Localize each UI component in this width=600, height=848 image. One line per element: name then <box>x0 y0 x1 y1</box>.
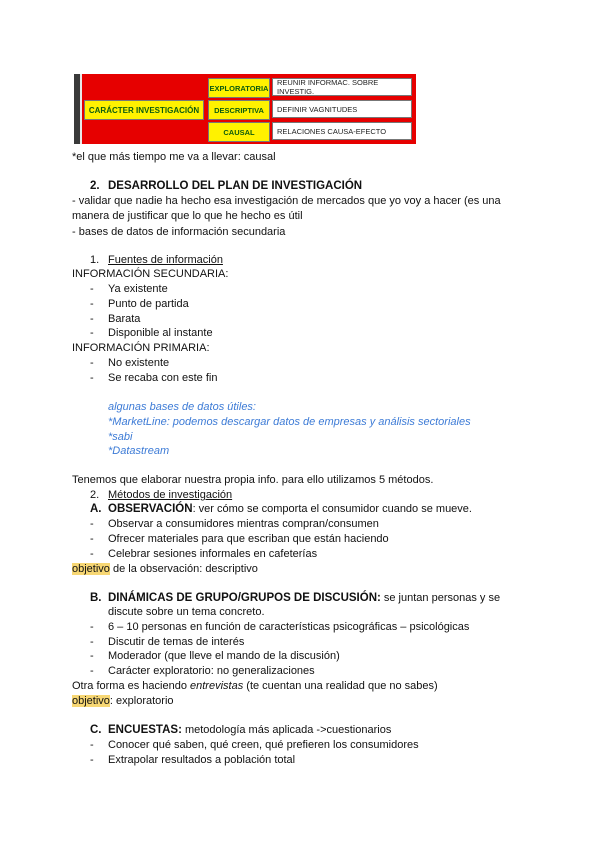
interviews-line <box>72 680 438 692</box>
diagram-tag-exploratoria: EXPLORATORIA <box>208 78 270 98</box>
method-letter: C. <box>90 724 102 736</box>
objective-text: : exploratorio <box>109 695 174 707</box>
subsection-title: Fuentes de información <box>108 254 223 266</box>
list-item: Discutir de temas de interés <box>108 636 245 648</box>
list-item: Ofrecer materiales para que escriban que están haciendo <box>108 533 389 545</box>
list-item: Observar a consumidores mientras compran/consumen <box>108 518 379 530</box>
list-dash: - <box>90 518 94 530</box>
methods-intro: Tenemos que elaborar nuestra propia info. para ello utilizamos 5 métodos. <box>72 474 434 486</box>
list-item: Moderador (que lleve el mando de la discusión) <box>108 650 340 662</box>
list-dash: - <box>90 665 94 677</box>
interviews-text: Otra forma es haciendo <box>72 680 191 692</box>
databases-note: *Datastream <box>108 445 170 457</box>
objective-highlight: objetivo <box>72 695 110 707</box>
list-dash: - <box>90 754 94 766</box>
interviews-term: entrevistas <box>190 680 244 692</box>
method-heading <box>108 724 391 736</box>
method-description: : ver cómo se comporta el consumidor cuando se mueve. <box>192 503 472 515</box>
method-description: se juntan personas y se <box>380 592 501 604</box>
diagram-desc-causal: RELACIONES CAUSA-EFECTO <box>272 122 412 140</box>
method-heading <box>108 592 500 604</box>
method-letter: B. <box>90 592 102 604</box>
diagram-side-bar <box>74 74 80 144</box>
list-dash: - <box>90 621 94 633</box>
list-item: Celebrar sesiones informales en cafeterías <box>108 548 318 560</box>
list-dash: - <box>90 739 94 751</box>
character-diagram <box>74 74 416 144</box>
list-item: No existente <box>108 357 170 369</box>
diagram-desc-descriptiva: DEFINIR VAGNITUDES <box>272 100 412 118</box>
objective-text: de la observación: descriptivo <box>109 563 258 575</box>
list-dash: - <box>90 372 94 384</box>
note-causal: *el que más tiempo me va a llevar: causal <box>72 151 276 163</box>
objective-line <box>72 695 174 707</box>
method-heading <box>108 503 472 515</box>
section-text-line: manera de justificar que lo que he hecho es útil <box>72 210 303 222</box>
primary-info-label: INFORMACIÓN PRIMARIA: <box>72 342 210 354</box>
list-item: Disponible al instante <box>108 327 213 339</box>
list-item: Carácter exploratorio: no generalizaciones <box>108 665 315 677</box>
list-dash: - <box>90 283 94 295</box>
list-dash: - <box>90 650 94 662</box>
secondary-info-label: INFORMACIÓN SECUNDARIA: <box>72 268 229 280</box>
list-dash: - <box>90 533 94 545</box>
objective-line <box>72 563 258 575</box>
databases-note: *sabi <box>108 431 133 443</box>
subsection-number: 1. <box>90 254 100 266</box>
list-dash: - <box>90 313 94 325</box>
list-item: Punto de partida <box>108 298 189 310</box>
subsection-number: 2. <box>90 489 100 501</box>
databases-note: algunas bases de datos útiles: <box>108 401 256 413</box>
diagram-tag-descriptiva: DESCRIPTIVA <box>208 100 270 120</box>
method-description-cont: discute sobre un tema concreto. <box>108 606 265 618</box>
list-item: Se recaba con este fin <box>108 372 218 384</box>
databases-note: *MarketLine: podemos descargar datos de empresas y análisis sectoriales <box>108 416 471 428</box>
diagram-tag-causal: CAUSAL <box>208 122 270 142</box>
interviews-text: (te cuentan una realidad que no sabes) <box>243 680 438 692</box>
list-item: Barata <box>108 313 141 325</box>
section-text-line: - validar que nadie ha hecho esa investigación de mercados que yo voy a hacer (es una <box>72 195 501 207</box>
diagram-desc-exploratoria: REUNIR INFORMAC. SOBRE INVESTIG. <box>272 78 412 96</box>
list-item: 6 – 10 personas en función de características psicográficas – psicológicas <box>108 621 470 633</box>
method-title: OBSERVACIÓN <box>108 503 193 515</box>
section-text-line: - bases de datos de información secundaria <box>72 226 286 238</box>
diagram-main-label: CARÁCTER INVESTIGACIÓN <box>84 100 204 120</box>
list-dash: - <box>90 548 94 560</box>
method-letter: A. <box>90 503 102 515</box>
method-description: metodología más aplicada ->cuestionarios <box>181 724 392 736</box>
method-title: ENCUESTAS: <box>108 724 182 736</box>
list-dash: - <box>90 636 94 648</box>
section-title: DESARROLLO DEL PLAN DE INVESTIGACIÓN <box>108 180 363 192</box>
method-title: DINÁMICAS DE GRUPO/GRUPOS DE DISCUSIÓN: <box>108 592 381 604</box>
list-dash: - <box>90 357 94 369</box>
subsection-title: Métodos de investigación <box>108 489 233 501</box>
objective-highlight: objetivo <box>72 563 110 575</box>
list-dash: - <box>90 327 94 339</box>
list-dash: - <box>90 298 94 310</box>
section-number: 2. <box>90 180 100 192</box>
list-item: Conocer qué saben, qué creen, qué prefieren los consumidores <box>108 739 419 751</box>
list-item: Ya existente <box>108 283 168 295</box>
list-item: Extrapolar resultados a población total <box>108 754 296 766</box>
